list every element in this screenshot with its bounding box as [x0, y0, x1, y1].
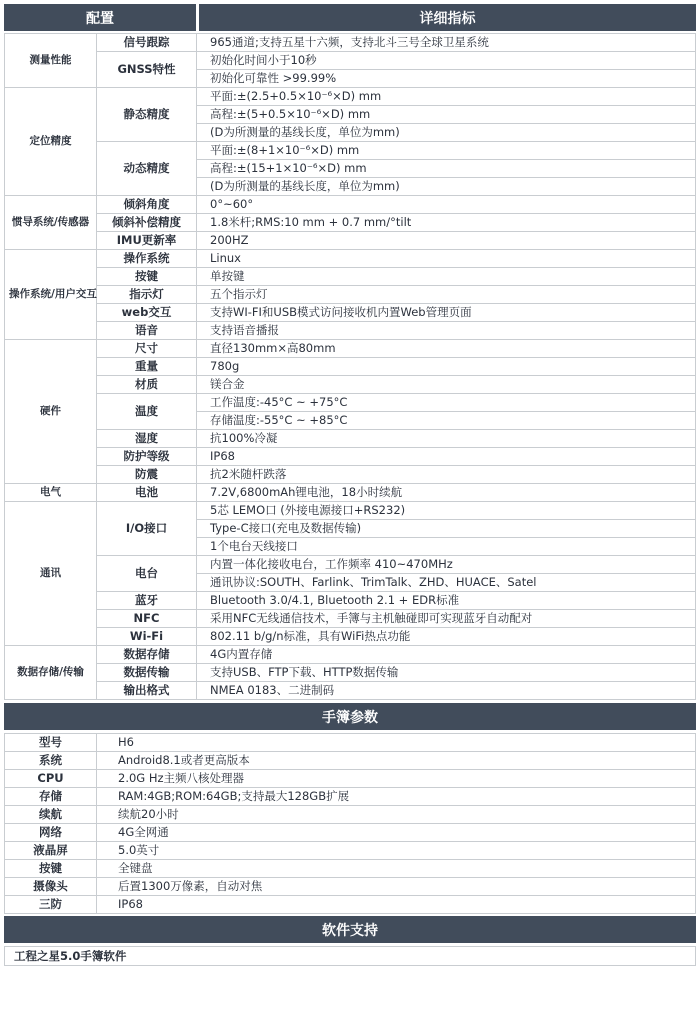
- table-row: [5, 394, 696, 412]
- param-value-cell: 高程:±(5+0.5×10⁻⁶×D) mm: [197, 106, 696, 124]
- param-label-cell: 网络: [5, 824, 97, 842]
- table-row: [5, 682, 696, 700]
- receiver-spec-table: [4, 33, 696, 700]
- param-value-cell: Bluetooth 3.0/4.1, Bluetooth 2.1 + EDR标准: [197, 592, 696, 610]
- param-label-cell: 数据传输: [97, 664, 197, 682]
- handheld-spec-table: [4, 733, 696, 914]
- param-label-cell: 存储: [5, 788, 97, 806]
- table-row: [5, 734, 696, 752]
- category-cell: 数据存储/传输: [5, 646, 97, 700]
- category-cell: 测量性能: [5, 34, 97, 88]
- table-row: [5, 268, 696, 286]
- table-row: [5, 250, 696, 268]
- software-header-title: 软件支持: [4, 916, 696, 943]
- param-label-cell: CPU: [5, 770, 97, 788]
- param-label-cell: 防护等级: [97, 448, 197, 466]
- table-row: [5, 860, 696, 878]
- table-row: [5, 556, 696, 574]
- param-value-cell: 高程:±(15+1×10⁻⁶×D) mm: [197, 160, 696, 178]
- param-label-cell: 温度: [97, 394, 197, 430]
- param-label-cell: 语音: [97, 322, 197, 340]
- param-value-cell: 抗100%冷凝: [197, 430, 696, 448]
- category-cell: 电气: [5, 484, 97, 502]
- handheld-header-bar: [4, 703, 696, 730]
- table-row: [5, 484, 696, 502]
- table-row: [5, 430, 696, 448]
- param-value-cell: 续航20小时: [97, 806, 696, 824]
- param-value-cell: 支持USB、FTP下载、HTTP数据传输: [197, 664, 696, 682]
- param-value-cell: 五个指示灯: [197, 286, 696, 304]
- param-value-cell: 0°~60°: [197, 196, 696, 214]
- table-row: [5, 947, 696, 966]
- param-value-cell: 支持WI-FI和USB模式访问接收机内置Web管理页面: [197, 304, 696, 322]
- param-value-cell: 通讯协议:SOUTH、Farlink、TrimTalk、ZHD、HUACE、Satel: [197, 574, 696, 592]
- table-row: [5, 196, 696, 214]
- param-value-cell: 780g: [197, 358, 696, 376]
- param-value-cell: NMEA 0183、二进制码: [197, 682, 696, 700]
- table-row: [5, 376, 696, 394]
- param-label-cell: IMU更新率: [97, 232, 197, 250]
- param-label-cell: 信号跟踪: [97, 34, 197, 52]
- param-value-cell: 5芯 LEMO口 (外接电源接口+RS232): [197, 502, 696, 520]
- param-value-cell: 4G全网通: [97, 824, 696, 842]
- param-value-cell: 1.8米杆;RMS:10 mm + 0.7 mm/°tilt: [197, 214, 696, 232]
- param-value-cell: 1个电台天线接口: [197, 538, 696, 556]
- config-header-bar: [4, 4, 696, 31]
- param-label-cell: 三防: [5, 896, 97, 914]
- param-value-cell: IP68: [197, 448, 696, 466]
- param-value-cell: 直径130mm×高80mm: [197, 340, 696, 358]
- param-value-cell: 200HZ: [197, 232, 696, 250]
- config-header-right: 详细指标: [199, 4, 696, 31]
- param-value-cell: 4G内置存储: [197, 646, 696, 664]
- category-cell: 硬件: [5, 340, 97, 484]
- param-label-cell: 湿度: [97, 430, 197, 448]
- param-value-cell: 单按键: [197, 268, 696, 286]
- param-value-cell: 5.0英寸: [97, 842, 696, 860]
- software-item-cell: 工程之星5.0手簿软件: [5, 947, 696, 966]
- category-cell: 操作系统/用户交互: [5, 250, 97, 340]
- param-value-cell: 内置一体化接收电台，工作频率 410~470MHz: [197, 556, 696, 574]
- param-value-cell: RAM:4GB;ROM:64GB;支持最大128GB扩展: [97, 788, 696, 806]
- table-row: [5, 842, 696, 860]
- table-row: [5, 214, 696, 232]
- table-row: [5, 788, 696, 806]
- param-label-cell: web交互: [97, 304, 197, 322]
- param-value-cell: 全键盘: [97, 860, 696, 878]
- param-value-cell: 平面:±(8+1×10⁻⁶×D) mm: [197, 142, 696, 160]
- table-row: [5, 896, 696, 914]
- table-row: [5, 878, 696, 896]
- category-cell: 定位精度: [5, 88, 97, 196]
- param-label-cell: 电台: [97, 556, 197, 592]
- table-row: [5, 466, 696, 484]
- param-value-cell: 平面:±(2.5+0.5×10⁻⁶×D) mm: [197, 88, 696, 106]
- table-row: [5, 358, 696, 376]
- param-label-cell: 倾斜补偿精度: [97, 214, 197, 232]
- param-value-cell: IP68: [97, 896, 696, 914]
- table-row: [5, 448, 696, 466]
- param-label-cell: 静态精度: [97, 88, 197, 142]
- param-label-cell: 尺寸: [97, 340, 197, 358]
- param-value-cell: (D为所测量的基线长度，单位为mm): [197, 178, 696, 196]
- table-row: [5, 824, 696, 842]
- param-value-cell: 抗2米随杆跌落: [197, 466, 696, 484]
- table-row: [5, 88, 696, 106]
- table-row: [5, 286, 696, 304]
- param-value-cell: H6: [97, 734, 696, 752]
- table-row: [5, 142, 696, 160]
- param-value-cell: Linux: [197, 250, 696, 268]
- table-row: [5, 502, 696, 520]
- param-value-cell: 后置1300万像素，自动对焦: [97, 878, 696, 896]
- table-row: [5, 232, 696, 250]
- param-value-cell: 7.2V,6800mAh锂电池，18小时续航: [197, 484, 696, 502]
- param-value-cell: (D为所测量的基线长度，单位为mm): [197, 124, 696, 142]
- param-value-cell: Type-C接口(充电及数据传输): [197, 520, 696, 538]
- param-label-cell: 摄像头: [5, 878, 97, 896]
- table-row: [5, 752, 696, 770]
- param-label-cell: 续航: [5, 806, 97, 824]
- table-row: [5, 646, 696, 664]
- param-label-cell: 重量: [97, 358, 197, 376]
- param-label-cell: 倾斜角度: [97, 196, 197, 214]
- param-value-cell: 采用NFC无线通信技术，手簿与主机触碰即可实现蓝牙自动配对: [197, 610, 696, 628]
- table-row: [5, 770, 696, 788]
- param-label-cell: 蓝牙: [97, 592, 197, 610]
- param-label-cell: 操作系统: [97, 250, 197, 268]
- table-row: [5, 592, 696, 610]
- param-value-cell: 2.0G Hz主频八核处理器: [97, 770, 696, 788]
- table-row: [5, 52, 696, 70]
- param-label-cell: 液晶屏: [5, 842, 97, 860]
- param-label-cell: NFC: [97, 610, 197, 628]
- table-row: [5, 610, 696, 628]
- table-row: [5, 664, 696, 682]
- param-value-cell: 初始化可靠性 >99.99%: [197, 70, 696, 88]
- param-label-cell: 按键: [5, 860, 97, 878]
- param-value-cell: 镁合金: [197, 376, 696, 394]
- param-value-cell: 支持语音播报: [197, 322, 696, 340]
- param-label-cell: 防震: [97, 466, 197, 484]
- param-label-cell: Wi-Fi: [97, 628, 197, 646]
- software-header-bar: [4, 916, 696, 943]
- param-label-cell: 按键: [97, 268, 197, 286]
- param-value-cell: 初始化时间小于10秒: [197, 52, 696, 70]
- config-header-left: 配置: [4, 4, 196, 31]
- param-label-cell: I/O接口: [97, 502, 197, 556]
- param-label-cell: 电池: [97, 484, 197, 502]
- param-label-cell: 输出格式: [97, 682, 197, 700]
- category-cell: 惯导系统/传感器: [5, 196, 97, 250]
- param-label-cell: 指示灯: [97, 286, 197, 304]
- param-label-cell: GNSS特性: [97, 52, 197, 88]
- param-label-cell: 材质: [97, 376, 197, 394]
- table-row: [5, 806, 696, 824]
- param-value-cell: 工作温度:-45°C ~ +75°C: [197, 394, 696, 412]
- param-value-cell: 存储温度:-55°C ~ +85°C: [197, 412, 696, 430]
- param-label-cell: 系统: [5, 752, 97, 770]
- param-label-cell: 动态精度: [97, 142, 197, 196]
- param-value-cell: Android8.1或者更高版本: [97, 752, 696, 770]
- param-value-cell: 802.11 b/g/n标准，具有WiFi热点功能: [197, 628, 696, 646]
- param-label-cell: 数据存储: [97, 646, 197, 664]
- table-row: [5, 628, 696, 646]
- param-value-cell: 965通道;支持五星十六频，支持北斗三号全球卫星系统: [197, 34, 696, 52]
- category-cell: 通讯: [5, 502, 97, 646]
- table-row: [5, 322, 696, 340]
- table-row: [5, 34, 696, 52]
- table-row: [5, 340, 696, 358]
- param-label-cell: 型号: [5, 734, 97, 752]
- handheld-header-title: 手簿参数: [4, 703, 696, 730]
- software-support-table: [4, 946, 696, 966]
- table-row: [5, 304, 696, 322]
